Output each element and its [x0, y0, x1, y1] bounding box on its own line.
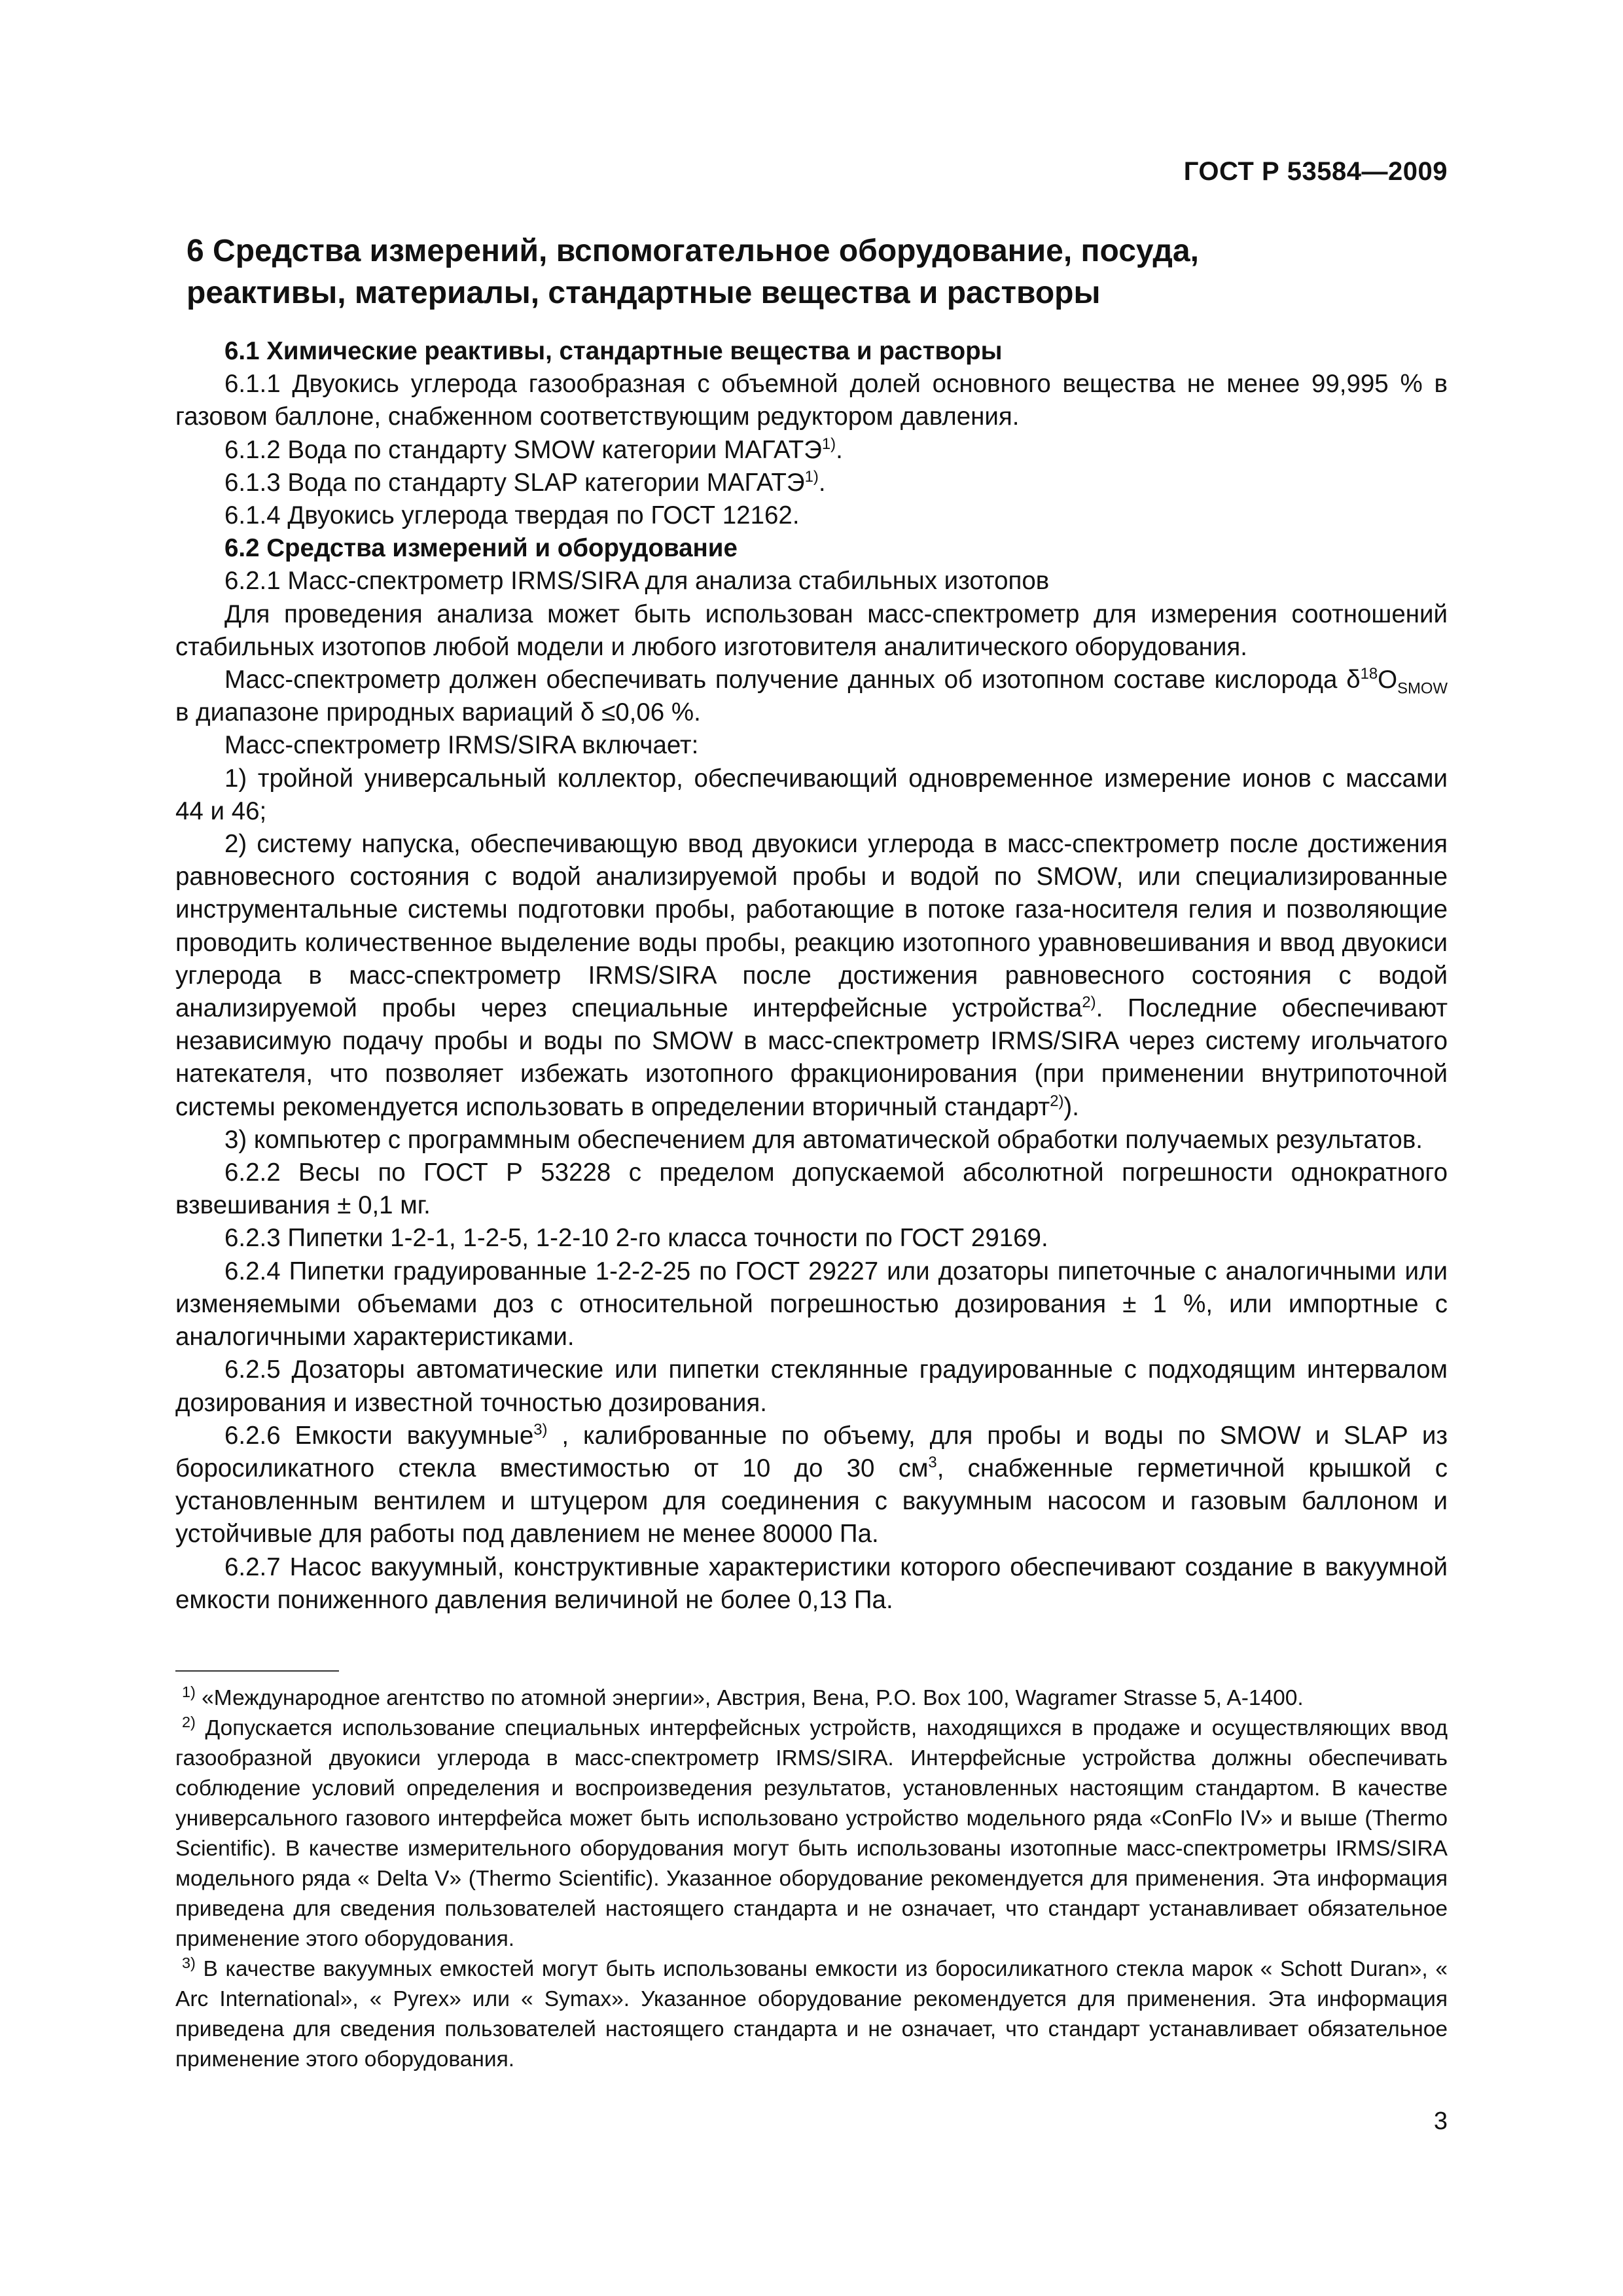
list-item-2-part-b: . Последние обеспечивают независимую подачу пробы и воды по SMOW в масс-спектрометр IRMS/SIRA через систему игольчатого натекателя, что позволяет избежать изотопного фракционирования (при применении внутрипоточной системы рекомендуется использовать в определении вторичный стандарт [175, 994, 1448, 1121]
footnote-ref: 2) [1082, 994, 1096, 1012]
clause-6-1-2-end: . [836, 435, 843, 464]
footnote-3 [175, 1954, 1448, 2075]
clause-6-2-1: 6.2.1 Масс-спектрометр IRMS/SIRA для анализа стабильных изотопов [224, 567, 1050, 596]
oxygen-symbol: O [1378, 666, 1398, 694]
clause-6-1-1: 6.1.1 Двуокись углерода газообразная с объемной долей основного вещества не менее 99,995 % в газовом баллоне, снабженном соответствующим редуктором давления. [175, 370, 1448, 431]
list-item-3: 3) компьютер с программным обеспечением для автоматической обработки получаемых результатов. [224, 1125, 1423, 1154]
clause-6-1-3-end: . [818, 468, 826, 497]
clause-6-1-3 [175, 467, 1448, 499]
list-item-2-part-c: ). [1063, 1092, 1079, 1121]
clause-6-1-2-text: 6.1.2 Вода по стандарту SMOW категории МАГАТЭ [224, 435, 822, 464]
para-b-start: Масс-спектрометр должен обеспечивать получение данных об изотопном составе кислорода δ [224, 666, 1361, 694]
clause-6-2-1-para-b [175, 664, 1448, 729]
clause-6-2-6-part-b: , калиброванные по объему, для пробы и воды по SMOW и SLAP из боросиликатного стекла вместимостью от 10 до 30 см [175, 1421, 1448, 1482]
clause-6-1-2 [175, 434, 1448, 467]
footnote-ref: 1) [821, 435, 836, 453]
footnote-2 [175, 1713, 1448, 1954]
isotope-mass-number: 18 [1360, 665, 1378, 683]
clause-6-2-6-part-c: , снабженные герметичной крышкой с установленным вентилем и штуцером для соединения с вакуумным насосом и газовым баллоном и устойчивые для работы под давлением не менее 80000 Па. [175, 1454, 1448, 1549]
clause-6-1-3-text: 6.1.3 Вода по стандарту SLAP категории МАГАТЭ [224, 468, 805, 497]
clause-6-1-4: 6.1.4 Двуокись углерода твердая по ГОСТ 12162. [224, 501, 800, 530]
para-b-end: в диапазоне природных вариаций δ ≤0,06 %. [175, 698, 701, 727]
document-id-header: ГОСТ Р 53584—2009 [1183, 157, 1448, 186]
clause-6-2-3: 6.2.3 Пипетки 1-2-1, 1-2-5, 1-2-10 2-го класса точности по ГОСТ 29169. [224, 1224, 1048, 1253]
clause-6-2-5: 6.2.5 Дозаторы автоматические или пипетки стеклянные градуированные с подходящим интервалом дозирования и известной точностью дозирования. [175, 1355, 1448, 1417]
section-title-line-2: реактивы, материалы, стандартные вещества и растворы [187, 276, 1101, 310]
footnote-separator [175, 1670, 339, 1672]
footnote-2-text: Допускается использование специальных интерфейсных устройств, находящихся в продаже и осуществляющих ввод газообразной двуокиси углерода в масс-спектрометр IRMS/SIRA. Интерфейсные устройства должны обеспечивать соблюдение условий определения и воспроизведения результатов, установленных настоящим стандартом. В качестве универсального газового интерфейса может быть использовано устройство модельного ряда «ConFlo IV» и выше (Thermo Scientific). В качестве измерительного оборудования могут быть использованы изотопные масс-спектрометры IRMS/SIRA модельного ряда « Delta V» (Thermo Scientific). Указанное оборудование рекомендуется для применения. Эта информация приведена для сведения пользователей настоящего стандарта и не означает, что стандарт устанавливает обязательное применение этого оборудования. [175, 1716, 1448, 1951]
list-item-2 [175, 828, 1448, 1124]
page-number: 3 [1433, 2108, 1448, 2135]
subsection-heading-6-1: 6.1 Химические реактивы, стандартные вещества и растворы [224, 337, 1003, 365]
footnote-marker: 2) [182, 1713, 196, 1731]
footnote-1-text: «Международное агентство по атомной энергии», Австрия, Вена, P.O. Box 100, Wagramer Strasse 5, A-1400. [195, 1686, 1304, 1710]
clause-6-2-6 [175, 1420, 1448, 1551]
clause-6-2-1-para-c: Масс-спектрометр IRMS/SIRA включает: [224, 731, 699, 760]
footnote-marker: 3) [182, 1954, 196, 1971]
footnote-1 [175, 1683, 1448, 1713]
footnotes [175, 1683, 1448, 2075]
unit-exponent: 3 [928, 1454, 937, 1472]
list-item-1: 1) тройной универсальный коллектор, обеспечивающий одновременное измерение ионов с массами 44 и 46; [175, 764, 1448, 825]
section-title [187, 230, 1397, 314]
document-body [175, 335, 1448, 1617]
section-title-line-1: 6 Средства измерений, вспомогательное оборудование, посуда, [187, 234, 1199, 268]
footnote-ref: 2) [1050, 1092, 1064, 1110]
footnote-ref: 3) [533, 1420, 548, 1439]
footnote-3-text: В качестве вакуумных емкостей могут быть использованы емкости из боросиликатного стекла марок « Schott Duran», « Arc International», « Pyrex» или « Symax». Указанное оборудование рекомендуется для применения. Эта информация приведена для сведения пользователей настоящего стандарта и не означает, что стандарт устанавливает обязательное применение этого оборудования. [175, 1957, 1448, 2072]
list-item-2-part-a: 2) систему напуска, обеспечивающую ввод двуокиси углерода в масс-спектрометр после достижения равновесного состояния с водой анализируемой пробы и водой по SMOW, или специализированные инструментальные системы подготовки пробы, работающие в потоке газа-носителя гелия и позволяющие проводить количественное выделение воды пробы, реакцию изотопного уравновешивания и ввод двуокиси углерода в масс-спектрометр IRMS/SIRA после достижения равновесного состояния с водой анализируемой пробы через специальные интерфейсные устройства [175, 830, 1448, 1023]
clause-6-2-2: 6.2.2 Весы по ГОСТ Р 53228 с пределом допускаемой абсолютной погрешности однократного взвешивания ± 0,1 мг. [175, 1158, 1448, 1220]
subsection-heading-6-2: 6.2 Средства измерений и оборудование [224, 534, 738, 563]
clause-6-2-7: 6.2.7 Насос вакуумный, конструктивные характеристики которого обеспечивают создание в вакуумной емкости пониженного давления величиной не более 0,13 Па. [175, 1552, 1448, 1614]
clause-6-2-4: 6.2.4 Пипетки градуированные 1-2-2-25 по ГОСТ 29227 или дозаторы пипеточные с аналогичными или изменяемыми объемами доз с относительной погрешностью дозирования ± 1 %, или импортные с аналогичными характеристиками. [175, 1257, 1448, 1352]
clause-6-2-6-part-a: 6.2.6 Емкости вакуумные [224, 1421, 534, 1450]
footnote-ref: 1) [804, 467, 819, 486]
clause-6-2-1-para-a: Для проведения анализа может быть использован масс-спектрометр для измерения соотношений стабильных изотопов любой модели и любого изготовителя аналитического оборудования. [175, 600, 1448, 661]
smow-subscript: SMOW [1397, 679, 1448, 698]
footnote-marker: 1) [182, 1683, 196, 1700]
